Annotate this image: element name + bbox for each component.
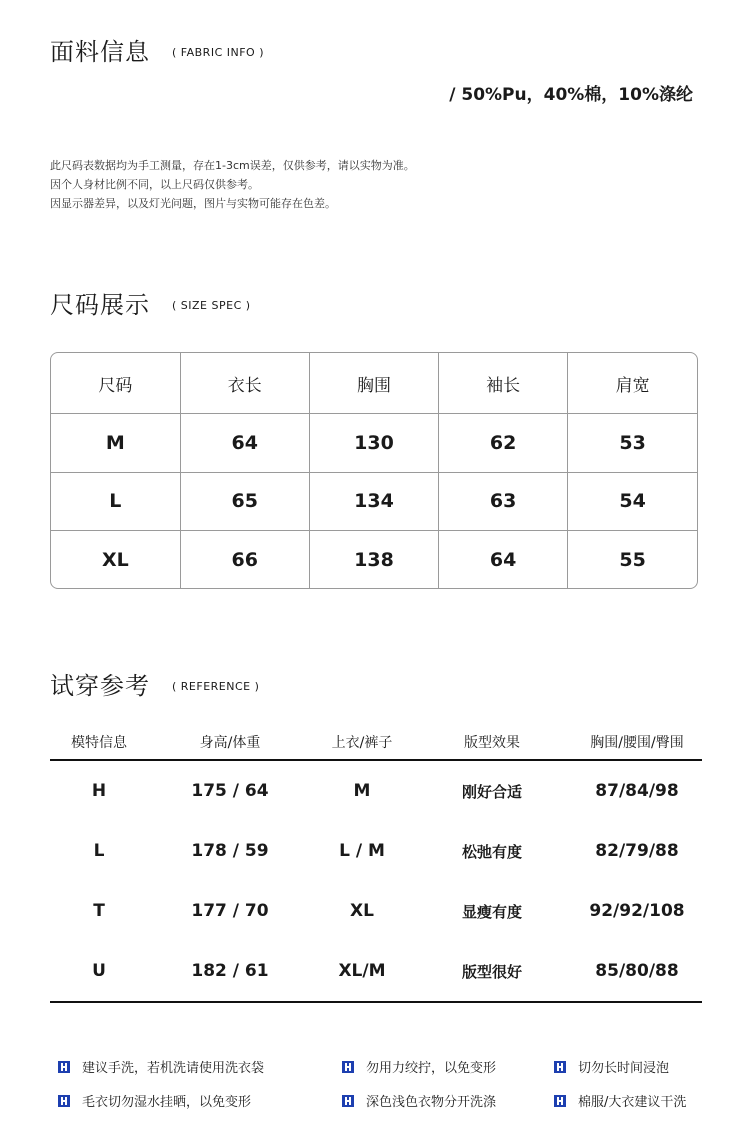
size-spec-title: 尺码展示 — [50, 291, 150, 319]
size-cell: 64 — [439, 531, 568, 588]
size-cell: L — [51, 472, 180, 531]
care-item — [58, 1091, 251, 1110]
note-line: 因个人身材比例不同，以上尺码仅供参考。 — [50, 178, 259, 191]
size-table — [50, 352, 698, 589]
size-table-row — [51, 472, 697, 531]
fit-effect: 松弛有度 — [461, 842, 522, 861]
care-item — [554, 1091, 686, 1110]
care-text: 棉服/大衣建议干洗 — [578, 1095, 687, 1110]
reference-header-cell: 版型效果 — [464, 734, 520, 751]
model-code: T — [93, 901, 105, 921]
reference-header-cell: 身高/体重 — [199, 734, 261, 751]
reference-table — [50, 724, 702, 1003]
care-item — [342, 1057, 496, 1076]
size-table-header-row — [51, 353, 697, 414]
reference-header-cell: 胸围/腰围/臀围 — [590, 734, 684, 751]
model-code: L — [93, 841, 105, 861]
body-measurements: 92/92/108 — [589, 901, 685, 921]
size-cell: 138 — [309, 531, 438, 588]
h-square-icon — [58, 1061, 70, 1073]
care-text: 毛衣切勿湿水挂晒，以免变形 — [82, 1095, 252, 1110]
size-table-row — [51, 531, 697, 588]
reference-title: 试穿参考 — [50, 672, 150, 700]
size-header-cell: 袖长 — [439, 353, 568, 414]
size-cell: 65 — [180, 472, 309, 531]
reference-header-cell: 模特信息 — [71, 734, 127, 751]
reference-header-row — [50, 724, 702, 761]
size-cell: 55 — [619, 548, 646, 571]
top-bottom-size: L / M — [339, 841, 385, 861]
care-item — [554, 1057, 669, 1076]
height-weight: 178 / 59 — [191, 841, 269, 861]
body-measurements: 87/84/98 — [595, 781, 679, 801]
height-weight: 175 / 64 — [191, 781, 269, 801]
h-square-icon — [554, 1095, 566, 1107]
height-weight: 182 / 61 — [191, 961, 269, 981]
top-bottom-size: XL — [350, 901, 374, 921]
body-measurements: 82/79/88 — [595, 841, 679, 861]
size-header-cell: 胸围 — [309, 353, 438, 414]
size-cell: 54 — [568, 472, 697, 531]
size-header-cell: 肩宽 — [568, 353, 697, 414]
height-weight: 177 / 70 — [191, 901, 269, 921]
size-cell: 64 — [180, 414, 309, 473]
size-cell: M — [51, 414, 180, 473]
fabric-material: / 50%Pu，40%棉，10%涤纶 — [449, 85, 693, 105]
h-square-icon — [58, 1095, 70, 1107]
h-square-icon — [554, 1061, 566, 1073]
model-code: H — [91, 781, 107, 801]
reference-subtitle: ( REFERENCE ) — [172, 680, 260, 693]
reference-row — [50, 941, 702, 1001]
fit-effect: 版型很好 — [461, 962, 522, 981]
size-cell: 53 — [568, 414, 697, 473]
size-cell: 66 — [180, 531, 309, 588]
care-item — [342, 1091, 496, 1110]
care-text: 勿用力绞拧，以免变形 — [366, 1061, 497, 1076]
h-square-icon — [342, 1095, 354, 1107]
reference-header-cell: 上衣/裤子 — [331, 734, 393, 751]
fit-effect: 显瘦有度 — [461, 902, 522, 921]
size-table-row — [51, 414, 697, 473]
care-text: 建议手洗，若机洗请使用洗衣袋 — [82, 1061, 265, 1076]
size-header-cell: 尺码 — [51, 353, 180, 414]
measurement-notes — [50, 156, 415, 213]
note-line: 因显示器差异，以及灯光问题，图片与实物可能存在色差。 — [50, 197, 336, 210]
size-cell: 134 — [309, 472, 438, 531]
size-spec-subtitle: ( SIZE SPEC ) — [172, 299, 251, 312]
care-text: 切勿长时间浸泡 — [578, 1061, 670, 1076]
reference-bottom-rule — [50, 1001, 702, 1003]
reference-row — [50, 821, 702, 881]
body-measurements: 85/80/88 — [595, 961, 679, 981]
size-cell: 63 — [439, 472, 568, 531]
size-cell: 62 — [439, 414, 568, 473]
note-line: 此尺码表数据均为手工测量，存在1-3cm误差，仅供参考，请以实物为准。 — [50, 159, 415, 172]
fabric-title: 面料信息 — [50, 38, 150, 66]
size-cell: 130 — [309, 414, 438, 473]
h-square-icon — [342, 1061, 354, 1073]
top-bottom-size: M — [353, 781, 371, 801]
care-item — [58, 1057, 264, 1076]
care-text: 深色浅色衣物分开洗涤 — [366, 1095, 497, 1110]
model-code: U — [92, 961, 106, 981]
reference-row — [50, 881, 702, 941]
reference-row — [50, 761, 702, 821]
fabric-subtitle: ( FABRIC INFO ) — [172, 46, 264, 59]
size-cell: XL — [51, 531, 180, 588]
size-header-cell: 衣长 — [180, 353, 309, 414]
top-bottom-size: XL/M — [338, 961, 386, 981]
fit-effect: 刚好合适 — [461, 782, 522, 801]
